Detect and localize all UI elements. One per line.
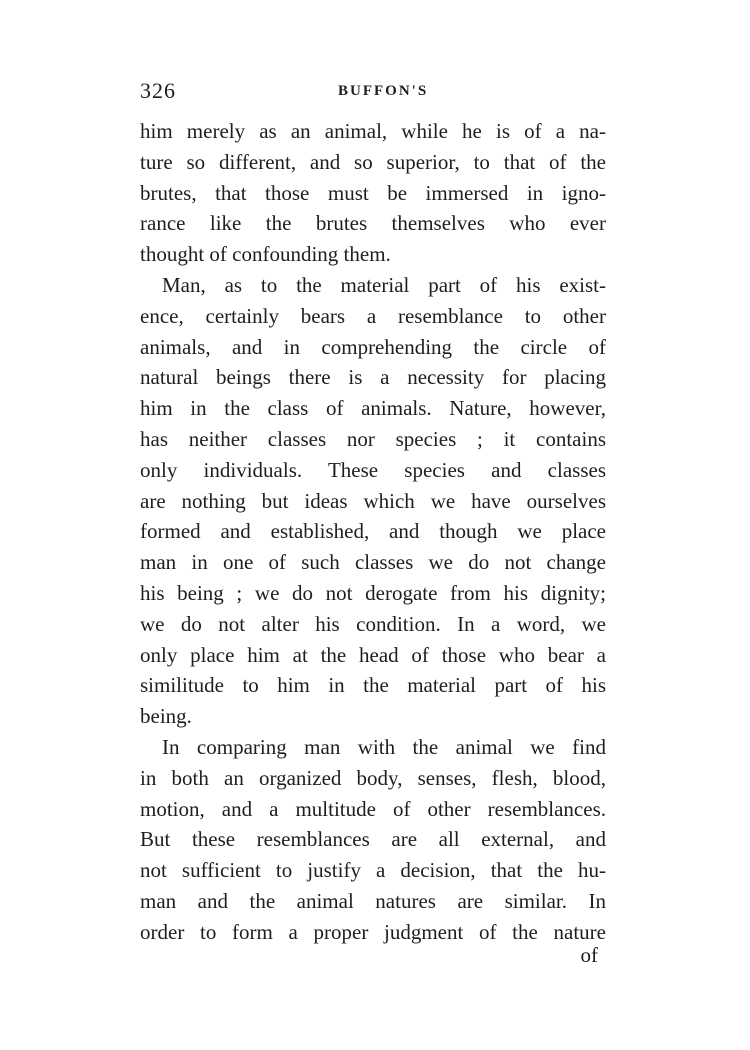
text-line: him in the class of animals. Nature, however, [140, 396, 606, 421]
text-line: rance like the brutes themselves who ever [140, 211, 606, 236]
text-line: man and the animal natures are similar. In [140, 888, 606, 913]
text-line: Man, as to the material part of his exist- [162, 272, 606, 297]
text-line: thought of confounding them. [140, 242, 391, 267]
text-line: But these resemblances are all external, and [140, 827, 606, 852]
text-line: animals, and in comprehending the circle of [140, 334, 606, 359]
text-line: not sufficient to justify a decision, that the hu- [140, 858, 606, 883]
text-line: him merely as an animal, while he is of a na- [140, 119, 606, 143]
text-line: has neither classes nor species ; it contains [140, 426, 606, 451]
text-line: formed and established, and though we place [140, 519, 606, 544]
text-line: his being ; we do not derogate from his dignity; [140, 580, 606, 605]
text-line: man in one of such classes we do not change [140, 550, 606, 575]
running-head [140, 78, 610, 108]
page-number: 326 [140, 78, 176, 103]
text-line: brutes, that those must be immersed in igno- [140, 180, 606, 205]
text-line: only individuals. These species and classes [140, 457, 606, 482]
text-line: we do not alter his condition. In a word, we [140, 611, 606, 636]
body-text [140, 116, 606, 948]
text-line: being. [140, 704, 192, 729]
text-line: in both an organized body, senses, flesh, blood, [140, 765, 606, 790]
text-line: In comparing man with the animal we find [162, 734, 606, 759]
paragraph-2 [140, 270, 606, 732]
text-line: motion, and a multitude of other resemblances. [140, 796, 606, 821]
text-line: ence, certainly bears a resemblance to other [140, 303, 606, 328]
text-line: only place him at the head of those who bear a [140, 642, 606, 667]
paragraph-3 [140, 732, 606, 948]
catchword: of [580, 943, 598, 967]
text-line: similitude to him in the material part of his [140, 673, 606, 698]
running-title: BUFFON'S [338, 83, 429, 99]
text-line: natural beings there is a necessity for placing [140, 365, 606, 390]
paragraph-1 [140, 116, 606, 270]
text-line: ture so different, and so superior, to that of the [140, 149, 606, 174]
text-line: order to form a proper judgment of the nature [140, 919, 606, 944]
text-line: are nothing but ideas which we have ourselves [140, 488, 606, 513]
